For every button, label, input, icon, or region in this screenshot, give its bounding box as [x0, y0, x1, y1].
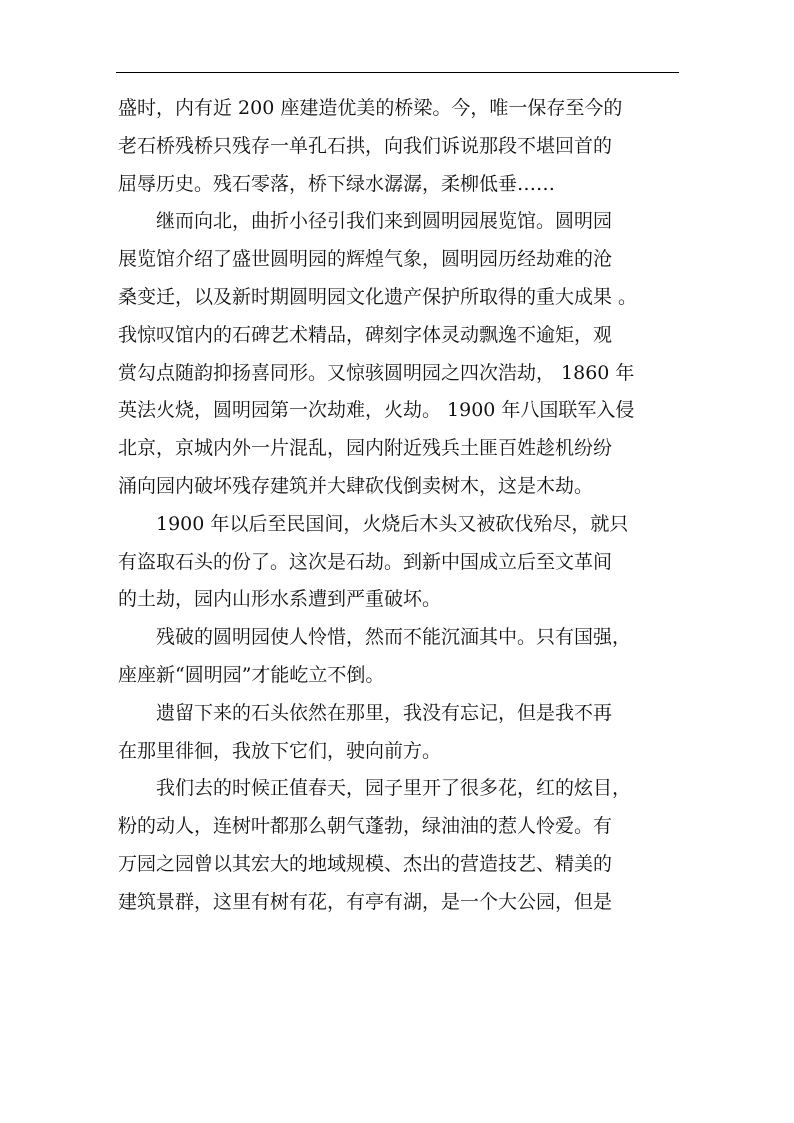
text-line: 残破的圆明园使人怜惜，然而不能沉湎其中。只有国强，	[156, 626, 632, 649]
text-line: 北京，京城内外一片混乱，园内附近残兵土匪百姓趁机纷纷	[118, 437, 613, 460]
text-line: 英法火烧，圆明园第一次劫难，火劫。 1900 年八国联军入侵	[118, 399, 635, 422]
text-line: 展览馆介绍了盛世圆明园的辉煌气象，圆明园历经劫难的沧	[118, 248, 613, 271]
text-line: 建筑景群，这里有树有花，有亭有湖，是一个大公园，但是	[118, 890, 613, 913]
text-line: 万园之园曾以其宏大的地域规模、杰出的营造技艺、精美的	[118, 852, 613, 875]
text-line: 在那里徘徊，我放下它们，驶向前方。	[118, 739, 442, 762]
text-line: 1900 年以后至民国间，火烧后木头又被砍伐殆尽，就只	[156, 512, 629, 535]
text-line: 桑变迁，以及新时期圆明园文化遗产保护所取得的重大成果 。	[118, 285, 638, 308]
text-line: 有盗取石头的份了。这次是石劫。到新中国成立后至文革间	[118, 550, 613, 573]
text-line: 我惊叹馆内的石碑艺术精品，碑刻字体灵动飘逸不逾矩，观	[118, 323, 613, 346]
text-line: 盛时，内有近 200 座建造优美的桥梁。今，唯一保存至今的	[118, 97, 623, 119]
text-line: 粉的动人，连树叶都那么朝气蓬勃，绿油油的惹人怜爱。有	[118, 815, 613, 838]
header-rule	[116, 72, 679, 73]
body-text	[118, 90, 678, 922]
text-line: 的土劫，园内山形水系遭到严重破坏。	[118, 588, 442, 611]
text-line: 赏勾点随韵抑扬喜同形。又惊骇圆明园之四次浩劫， 1860 年	[118, 361, 635, 384]
text-line: 我们去的时候正值春天，园子里开了很多花，红的炫目，	[156, 777, 632, 800]
text-line: 座座新“圆明园”才能屹立不倒。	[118, 663, 385, 686]
text-line: 遗留下来的石头依然在那里，我没有忘记，但是我不再	[156, 701, 613, 724]
text-line: 涌向园内破坏残存建筑并大肆砍伐倒卖树木，这是木劫。	[118, 474, 594, 497]
text-line: 继而向北，曲折小径引我们来到圆明园展览馆。圆明园	[156, 210, 613, 233]
text-line: 老石桥残桥只残存一单孔石拱，向我们诉说那段不堪回首的	[118, 134, 613, 157]
text-line: 屈辱历史。残石零落，桥下绿水潺潺，柔柳低垂……	[118, 172, 556, 195]
